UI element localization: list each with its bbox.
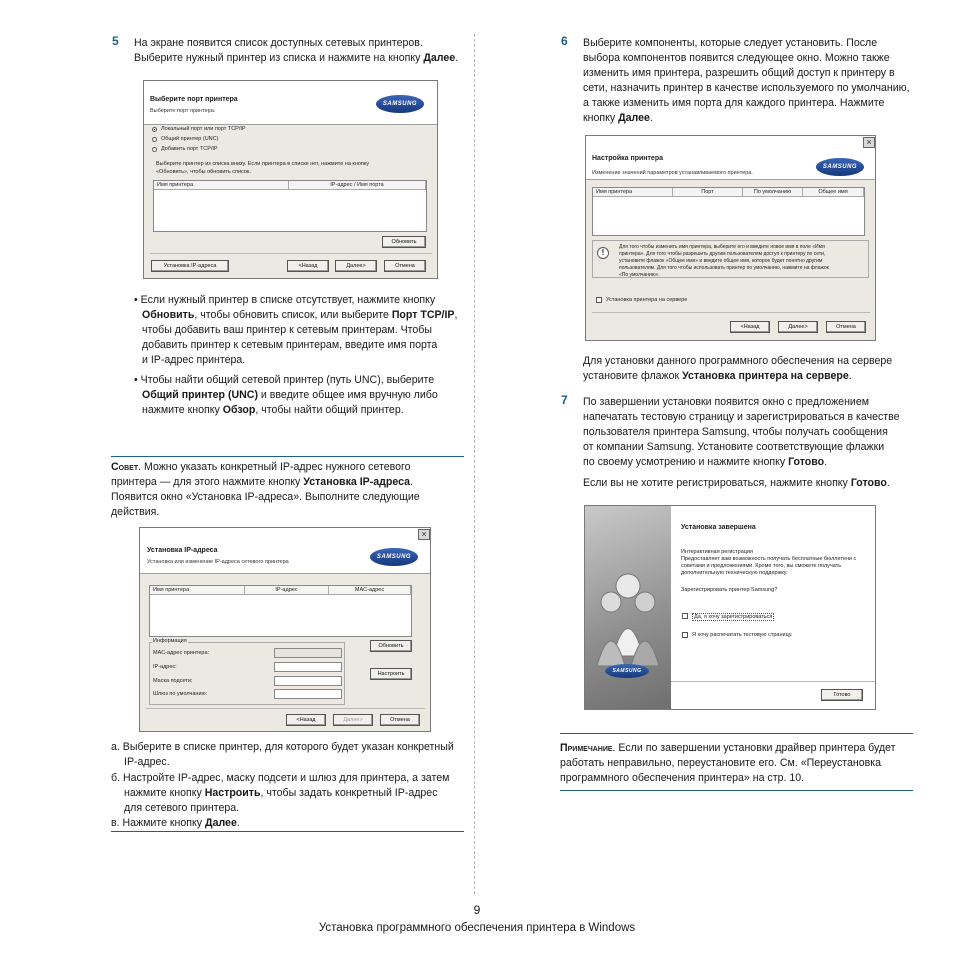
back-button[interactable]: <Назад xyxy=(286,714,326,726)
dialog-subtitle: Выберите порт принтера. xyxy=(150,108,216,114)
step6-line5: а также изменить имя порта для каждого принтера. Нажмите xyxy=(583,97,885,109)
subnet-field[interactable] xyxy=(274,676,342,686)
samsung-logo: SAMSUNG xyxy=(605,664,649,678)
note-line2: работать неправильно, переустановите его. См. «Переустановка xyxy=(560,757,882,769)
step6-line3: изменить имя принтера, разрешить общий доступ к принтеру в xyxy=(583,67,895,79)
step-b-line2c: , чтобы задать конкретный IP-адрес xyxy=(260,787,438,799)
close-icon[interactable]: × xyxy=(863,137,875,148)
step-c-next-word: Далее xyxy=(205,817,237,829)
tip-line2 xyxy=(111,475,464,490)
step-b-line3: для сетевого принтера. xyxy=(124,802,240,814)
dialog-divider xyxy=(150,253,432,254)
dialog-hint-line1: Выберите принтер из списка внизу. Если принтера в списке нет, нажмите на кнопку xyxy=(156,161,370,167)
info-line1: Для того чтобы изменить имя принтера, выберите его и введите новое имя в поле «Имя xyxy=(619,244,825,250)
tip-line4: действия. xyxy=(111,506,160,518)
mac-label: MAC-адрес принтера: xyxy=(153,650,210,656)
ip-field[interactable] xyxy=(274,662,342,672)
server-install-label: Установка принтера на сервере xyxy=(606,297,688,303)
step6-line6 xyxy=(583,111,913,126)
printer-list[interactable] xyxy=(149,585,412,637)
refresh-button[interactable]: Обновить xyxy=(370,640,412,652)
step-a-line2: IP-адрес. xyxy=(124,756,170,768)
bullet1-line2b: , чтобы обновить список, или выберите xyxy=(194,309,392,321)
dialog-divider xyxy=(592,312,870,313)
step7-finish-word-2: Готово xyxy=(850,477,887,489)
tip-line3: Появится окно «Установка IP-адреса». Выполните следующие xyxy=(111,491,420,503)
radio-local-port-label: Локальный порт или порт TCP/IP xyxy=(161,126,246,132)
dialog-subtitle: Изменение значений параметров устанавливаемого принтера. xyxy=(592,170,753,176)
mac-field xyxy=(274,648,342,658)
step7-line6 xyxy=(583,476,923,491)
col-default[interactable]: По умолчанию xyxy=(743,188,803,197)
finish-button[interactable]: Готово xyxy=(821,689,863,701)
configure-button[interactable]: Настроить xyxy=(370,668,412,680)
step-b-configure-word: Настроить xyxy=(204,787,261,799)
cancel-button[interactable]: Отмена xyxy=(380,714,420,726)
note-label: Примечание xyxy=(560,742,613,754)
bullet2-line2 xyxy=(134,388,464,403)
step7-line6c: . xyxy=(886,477,890,489)
col-printer-name[interactable]: Имя принтера xyxy=(154,181,289,190)
note-line3: программного обеспечения принтера» на стр. 10. xyxy=(560,772,805,784)
radio-shared-printer-label: Общий принтер (UNC) xyxy=(161,136,219,142)
step6-next-word: Далее xyxy=(618,112,650,124)
printer-list[interactable] xyxy=(153,180,427,232)
info-group-label: Информация xyxy=(153,638,187,644)
registration-heading: Интерактивная регистрация xyxy=(681,549,753,555)
step-number-6: 6 xyxy=(561,34,568,48)
bullet-refresh xyxy=(134,293,464,368)
step7-line2: напечатать тестовую страницу и зарегистрироваться в качестве xyxy=(583,411,900,423)
info-line4: пользователям. Для того чтобы использовать принтер по умолчанию, нажмите на флажок xyxy=(619,265,829,271)
step6-text xyxy=(583,36,913,126)
dialog-title: Установка завершена xyxy=(681,524,756,531)
col-ip-address[interactable]: IP-адрес xyxy=(245,586,329,595)
bullet1-line1: • Если нужный принтер в списке отсутствует, нажмите кнопку xyxy=(134,294,436,306)
info-line3: установите флажок «Общее имя» и введите общее имя, которое будет понятно другим xyxy=(619,258,823,264)
note-block xyxy=(560,741,920,786)
col-ip-port[interactable]: IP-адрес / Имя порта xyxy=(289,181,426,190)
step-a-line1: а. Выберите в списке принтер, для которого будет указан конкретный xyxy=(111,741,454,753)
server-note-line2a: установите флажок xyxy=(583,370,683,382)
close-icon[interactable]: × xyxy=(418,529,430,540)
dialog-select-port xyxy=(143,80,438,279)
radio-local-port[interactable] xyxy=(152,127,157,132)
tip-block xyxy=(111,460,464,520)
dialog-printer-setup xyxy=(585,135,876,341)
step5-line2c: . xyxy=(455,52,459,64)
step7-line5c: . xyxy=(824,456,828,468)
radio-add-tcpip[interactable] xyxy=(152,147,157,152)
step5-line2 xyxy=(134,51,464,66)
col-printer-name[interactable]: Имя принтера xyxy=(150,586,245,595)
info-line2: принтера». Для того чтобы разрешить другим пользователям доступ к принтеру по сети, xyxy=(619,251,826,257)
col-printer-name[interactable]: Имя принтера xyxy=(593,188,673,197)
dialog-divider xyxy=(671,681,875,682)
side-banner-image xyxy=(585,506,671,709)
test-page-checkbox-label: Я хочу распечатать тестовую страницу. xyxy=(692,632,793,638)
back-button[interactable]: <Назад xyxy=(287,260,329,272)
bullet1-tcpip-word: Порт TCP/IP xyxy=(391,309,455,321)
footer-title: Установка программного обеспечения принтера в Windows xyxy=(318,922,636,934)
bullet1-line2d: , xyxy=(454,309,458,321)
col-mac-address[interactable]: MAC-адрес xyxy=(329,586,411,595)
step6-line2: выбора компонентов появится следующее окно. Можно также xyxy=(583,52,890,64)
bullet2-line2b: и введите общее имя вручную либо xyxy=(257,389,438,401)
bullet-unc xyxy=(134,373,464,418)
radio-add-tcpip-label: Добавить порт TCP/IP xyxy=(161,146,218,152)
step5-text xyxy=(134,36,464,66)
subnet-label: Маска подсети: xyxy=(153,678,193,684)
step6-line6c: . xyxy=(649,112,653,124)
bullet2-line1: • Чтобы найти общий сетевой принтер (путь UNC), выберите xyxy=(134,374,435,386)
samsung-logo: SAMSUNG xyxy=(816,158,864,176)
step-c-line1 xyxy=(111,816,464,831)
bullet1-line5: и IP-адрес принтера. xyxy=(142,354,246,366)
page-number: 9 xyxy=(473,903,481,917)
dialog-install-complete xyxy=(584,505,876,710)
dialog-subtitle: Установка или изменение IP-адреса сетевого принтера xyxy=(147,559,289,565)
registration-line3: дополнительную техническую поддержку. xyxy=(681,570,788,576)
column-separator xyxy=(474,34,475,894)
registration-line1: Предоставляет вам возможность получать бесплатные бюллетени с xyxy=(681,556,857,562)
gateway-label: Шлюз по умолчанию: xyxy=(153,691,208,697)
step7-line5 xyxy=(583,455,923,470)
bullet2-browse-word: Обзор xyxy=(222,404,256,416)
info-icon: ! xyxy=(597,247,609,259)
tip-line1 xyxy=(111,460,464,475)
note-top-rule xyxy=(560,733,913,734)
tip-bottom-rule xyxy=(111,831,464,832)
refresh-button[interactable]: Обновить xyxy=(382,236,426,248)
bullet1-line4: добавить принтер к сетевым принтерам, введите имя порта xyxy=(142,339,438,351)
note-bottom-rule xyxy=(560,790,913,791)
step7-text xyxy=(583,395,923,491)
step-c-line1c: . xyxy=(236,817,240,829)
dialog-title: Настройка принтера xyxy=(592,155,663,162)
server-note xyxy=(583,354,923,384)
next-button[interactable]: Далее> xyxy=(335,260,377,272)
col-share-name[interactable]: Общее имя xyxy=(803,188,864,197)
dialog-ip-setup xyxy=(139,527,431,732)
bullet1-line2 xyxy=(134,308,464,323)
tip-line2a: принтера — для этого нажмите кнопку xyxy=(111,476,304,488)
step7-line6a: Если вы не хотите регистрироваться, нажмите кнопку xyxy=(583,477,851,489)
step5-line2a: Выберите нужный принтер из списка и нажмите на кнопку xyxy=(134,52,424,64)
test-page-checkbox[interactable] xyxy=(682,632,688,638)
bullet2-unc-word: Общий принтер (UNC) xyxy=(142,389,258,401)
note-line1-text: . Если по завершении установки драйвер принтера будет xyxy=(612,742,896,754)
next-button[interactable]: Далее> xyxy=(333,714,373,726)
step6-line6a: кнопку xyxy=(583,112,619,124)
samsung-logo: SAMSUNG xyxy=(376,95,424,113)
cancel-button[interactable]: Отмена xyxy=(826,321,866,333)
step-b-line1: б. Настройте IP-адрес, маску подсети и шлюз для принтера, а затем xyxy=(111,772,450,784)
register-checkbox-label: Да, я хочу зарегистрироваться xyxy=(694,614,773,620)
samsung-logo: SAMSUNG xyxy=(370,548,418,566)
step7-line3: пользователя принтера Samsung, чтобы получать сообщения xyxy=(583,426,888,438)
step7-line1: По завершении установки появится окно с предложением xyxy=(583,396,870,408)
step7-line4: от компании Samsung. Установите соответствующие флажки xyxy=(583,441,885,453)
server-note-line2c: . xyxy=(848,370,852,382)
tip-ip-setup-word: Установка IP-адреса xyxy=(303,476,410,488)
ip-steps xyxy=(111,740,464,831)
step6-line4: сети, назначить принтер в качестве используемого по умолчанию, xyxy=(583,82,910,94)
step7-finish-word: Готово xyxy=(788,456,825,468)
step-number-7: 7 xyxy=(561,393,568,407)
gateway-field[interactable] xyxy=(274,689,342,699)
registration-line2: советами и предложениями. Кроме того, вы сможете получать xyxy=(681,563,842,569)
tip-line2c: . xyxy=(410,476,413,488)
col-port[interactable]: Порт xyxy=(673,188,743,197)
bullet2-line3a: нажмите кнопку xyxy=(142,404,223,416)
dialog-title: Установка IP-адреса xyxy=(147,547,218,554)
info-line5: «По умолчанию». xyxy=(619,272,660,278)
back-button[interactable]: <Назад xyxy=(730,321,770,333)
note-line1 xyxy=(560,741,920,756)
dialog-title: Выберите порт принтера xyxy=(150,96,238,103)
step6-line1: Выберите компоненты, которые следует установить. После xyxy=(583,37,878,49)
ip-label: IP-адрес: xyxy=(153,664,177,670)
register-checkbox[interactable] xyxy=(682,613,688,619)
radio-shared-printer[interactable] xyxy=(152,137,157,142)
bullet1-line3: чтобы добавить ваш принтер к сетевым принтерам. Чтобы xyxy=(142,324,432,336)
tip-line1-text: . Можно указать конкретный IP-адрес нужного сетевого xyxy=(138,461,411,473)
server-note-line2 xyxy=(583,369,923,384)
printer-list[interactable] xyxy=(592,187,865,236)
server-note-bold: Установка принтера на сервере xyxy=(682,370,849,382)
dialog-divider xyxy=(146,708,425,709)
server-note-line1: Для установки данного программного обеспечения на сервере xyxy=(583,355,893,367)
step-c-line1a: в. Нажмите кнопку xyxy=(111,817,206,829)
step-number-5: 5 xyxy=(112,34,119,48)
bullet2-line3 xyxy=(134,403,464,418)
bullet1-refresh-word: Обновить xyxy=(142,309,195,321)
ip-setup-button[interactable]: Установка IP-адреса xyxy=(151,260,229,272)
tip-top-rule xyxy=(111,456,464,457)
register-question: Зарегистрировать принтер Samsung? xyxy=(681,587,778,593)
next-button[interactable]: Далее> xyxy=(778,321,818,333)
tip-label: Совет xyxy=(111,461,139,473)
step5-line1: На экране появится список доступных сетевых принтеров. xyxy=(134,37,423,49)
server-install-checkbox[interactable] xyxy=(596,297,602,303)
step-b-line2a: нажмите кнопку xyxy=(124,787,205,799)
cancel-button[interactable]: Отмена xyxy=(384,260,426,272)
step7-line5a: по своему усмотрению и нажмите кнопку xyxy=(583,456,789,468)
step5-line2b: Далее xyxy=(423,52,456,64)
dialog-hint-line2: «Обновить», чтобы обновить список. xyxy=(156,169,251,175)
bullet2-line3c: , чтобы найти общий принтер. xyxy=(255,404,404,416)
step-b-line2 xyxy=(111,786,464,801)
people-illustration xyxy=(585,506,671,709)
